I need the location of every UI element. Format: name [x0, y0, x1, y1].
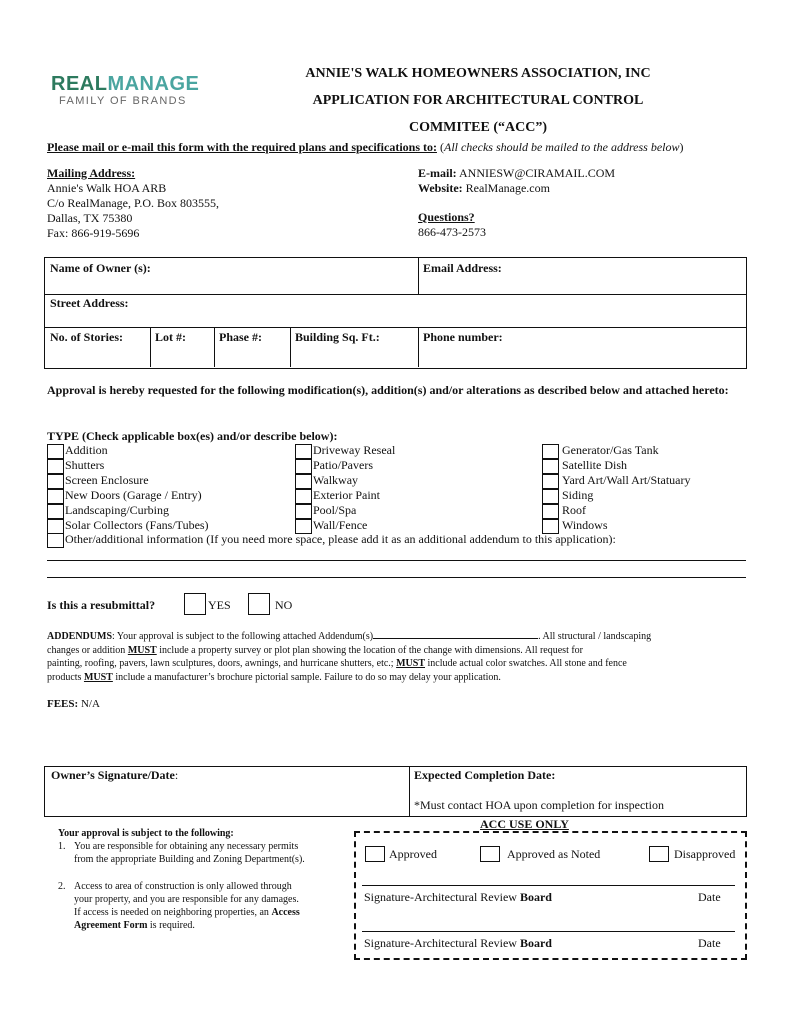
association-title: ANNIE'S WALK HOMEOWNERS ASSOCIATION, INC: [305, 66, 651, 81]
type-option-label: Yard Art/Wall Art/Statuary: [562, 473, 691, 487]
type-checkbox[interactable]: [542, 444, 559, 459]
fees-value: N/A: [80, 698, 100, 710]
addendums-text-part: changes or addition: [47, 644, 128, 656]
addendums-text: [47, 630, 747, 684]
type-option-label: Solar Collectors (Fans/Tubes): [65, 518, 209, 532]
table-divider: [150, 327, 151, 367]
owner-name-field[interactable]: Name of Owner (s):: [50, 261, 151, 275]
date-label-1: Date: [698, 890, 721, 904]
logo-tagline: FAMILY OF BRANDS: [59, 95, 187, 107]
email-label: E-mail:: [418, 166, 457, 180]
fees-label: FEES:: [47, 698, 79, 710]
website-label: Website:: [418, 181, 463, 195]
resubmittal-no-label: NO: [275, 598, 293, 612]
other-info-label: Other/additional information (If you need more space, please add it as an additional addendum to this application):: [65, 532, 616, 546]
type-option-label: Addition: [65, 443, 108, 457]
paren-open: (: [436, 140, 444, 154]
mailing-fax: Fax: 866-919-5696: [47, 226, 140, 240]
board-label: Board: [519, 890, 552, 904]
must-emphasis: MUST: [396, 658, 425, 669]
approved-noted-label: Approved as Noted: [507, 847, 601, 861]
street-address-field[interactable]: Street Address:: [50, 296, 129, 310]
mailing-heading: Mailing Address:: [47, 166, 136, 180]
approved-label: Approved: [389, 847, 437, 861]
resubmittal-yes-label: YES: [208, 598, 231, 612]
type-checkbox[interactable]: [47, 474, 64, 489]
type-checkbox[interactable]: [295, 459, 312, 474]
acc-use-heading: ACC USE ONLY: [480, 817, 569, 831]
questions-block: [418, 210, 486, 240]
type-option-label: Walkway: [313, 473, 359, 487]
item-text: is required.: [147, 920, 195, 931]
owner-signature-field[interactable]: [51, 768, 178, 783]
signature-line[interactable]: [362, 931, 735, 932]
logo-manage: MANAGE: [107, 73, 200, 95]
email-value[interactable]: ANNIESW@CIRAMAIL.COM: [459, 166, 616, 180]
item-text: You are responsible for obtaining any necessary permits: [74, 841, 299, 852]
type-checkbox[interactable]: [47, 519, 64, 534]
type-checkbox[interactable]: [542, 459, 559, 474]
other-info-checkbox[interactable]: [47, 533, 64, 548]
approved-noted-checkbox[interactable]: [480, 846, 500, 862]
disapproved-checkbox[interactable]: [649, 846, 669, 862]
approval-request-text: Approval is hereby requested for the following modification(s), addition(s) and/or alterations as described below and attached hereto:: [47, 383, 729, 397]
mailing-address: [47, 166, 219, 241]
owner-signature-colon: :: [174, 768, 179, 782]
subject-to-heading: Your approval is subject to the following:: [58, 828, 234, 839]
phase-field[interactable]: Phase #:: [219, 330, 262, 344]
type-option-label: Wall/Fence: [313, 518, 368, 532]
table-divider: [214, 327, 215, 367]
resubmittal-yes-checkbox[interactable]: [184, 593, 206, 615]
signature-label: Signature-Architectural Review: [364, 890, 520, 904]
owner-email-field[interactable]: Email Address:: [423, 261, 502, 275]
disapproved-label: Disapproved: [674, 847, 736, 861]
type-checkbox[interactable]: [47, 444, 64, 459]
table-divider: [418, 257, 419, 294]
signature-line[interactable]: [362, 885, 735, 886]
type-option-label: Screen Enclosure: [65, 473, 149, 487]
must-emphasis: MUST: [127, 644, 157, 656]
completion-note: *Must contact HOA upon completion for inspection: [414, 798, 664, 812]
subject-to-list: [58, 840, 305, 932]
description-line[interactable]: [47, 577, 746, 578]
access-bold: Access: [271, 907, 300, 918]
mailing-line: Dallas, TX 75380: [47, 211, 133, 225]
resubmittal-no-checkbox[interactable]: [248, 593, 270, 615]
addendum-blank[interactable]: [373, 638, 538, 639]
table-divider: [290, 327, 291, 367]
instructions: [47, 140, 684, 155]
type-option-label: Landscaping/Curbing: [65, 503, 169, 517]
form-title-2: COMMITEE (“ACC”): [408, 120, 548, 135]
description-line[interactable]: [47, 560, 746, 561]
contact-block: [418, 166, 615, 196]
item-text: from the appropriate Building and Zoning Department(s).: [74, 854, 305, 865]
type-option-label: Exterior Paint: [313, 488, 380, 502]
completion-date-field[interactable]: Expected Completion Date:: [414, 768, 556, 782]
agreement-form-bold: Agreement Form: [74, 920, 148, 931]
type-option-label: Patio/Pavers: [313, 458, 373, 472]
form-title: APPLICATION FOR ARCHITECTURAL CONTROL: [312, 93, 644, 108]
item-number: 2.: [58, 881, 66, 892]
type-checkbox[interactable]: [47, 459, 64, 474]
type-option-label: Satellite Dish: [562, 458, 627, 472]
addendums-text-part: include a property survey or plot plan showing the location of the change with dimensions. All request for: [156, 644, 584, 656]
lot-field[interactable]: Lot #:: [155, 330, 186, 344]
type-checkbox[interactable]: [295, 444, 312, 459]
must-emphasis: MUST: [83, 671, 113, 683]
item-text: If access is needed on neighboring properties, an: [74, 907, 272, 918]
addendums-text-part: : Your approval is subject to the following attached Addendum(s): [112, 631, 374, 642]
item-number: 1.: [58, 841, 66, 852]
resubmittal-question: Is this a resubmittal?: [47, 598, 156, 612]
type-option-label: New Doors (Garage / Entry): [65, 488, 202, 502]
type-checkbox[interactable]: [542, 504, 559, 519]
signature-label: Signature-Architectural Review: [364, 936, 520, 950]
item-text: your property, and you are responsible for any damages.: [74, 894, 299, 905]
table-divider: [418, 327, 419, 367]
owner-signature-label: Owner’s Signature/Date: [51, 768, 175, 782]
type-checkbox[interactable]: [295, 489, 312, 504]
item-text: Access to area of construction is only allowed through: [74, 881, 292, 892]
questions-label: Questions?: [418, 210, 475, 224]
review-board-signature-2: [364, 936, 552, 951]
addendums-text-part: . All structural / landscaping: [538, 631, 652, 642]
type-option-label: Generator/Gas Tank: [562, 443, 659, 457]
paren-close: ): [679, 140, 684, 154]
phone-field[interactable]: Phone number:: [423, 330, 503, 344]
instructions-italic: All checks should be mailed to the address below: [443, 140, 680, 154]
mailing-line: C/o RealManage, P.O. Box 803555,: [47, 196, 219, 210]
type-option-label: Driveway Reseal: [313, 443, 396, 457]
table-divider: [44, 294, 746, 295]
table-divider: [409, 766, 410, 816]
type-option-label: Roof: [562, 503, 586, 517]
type-checkbox[interactable]: [295, 504, 312, 519]
type-heading: TYPE (Check applicable box(es) and/or describe below):: [47, 429, 338, 443]
addendums-text-part: include a manufacturer’s brochure pictorial sample. Failure to do so may delay your application.: [112, 671, 501, 683]
type-option-label: Pool/Spa: [313, 503, 357, 517]
website-value[interactable]: RealManage.com: [465, 181, 550, 195]
review-board-signature-1: [364, 890, 552, 905]
type-option-label: Shutters: [65, 458, 105, 472]
type-checkbox[interactable]: [295, 474, 312, 489]
type-checkbox[interactable]: [542, 474, 559, 489]
addendums-label: ADDENDUMS: [47, 631, 112, 642]
addendums-text-part: painting, roofing, pavers, lawn sculptures, doors, awnings, and hurricane shutters, etc.;: [47, 658, 397, 669]
instructions-bold: Please mail or e-mail this form with the required plans and specifications to:: [47, 140, 437, 154]
logo-real: REAL: [51, 73, 108, 95]
addendums-text-part: include actual color swatches. All stone and fence: [425, 658, 627, 669]
type-option-label: Windows: [562, 518, 608, 532]
addendums-text-part: products: [47, 671, 84, 683]
type-option-label: Siding: [562, 488, 594, 502]
fees-line: [47, 698, 100, 710]
type-checkbox[interactable]: [542, 489, 559, 504]
board-label: Board: [519, 936, 552, 950]
questions-phone: 866-473-2573: [418, 225, 486, 239]
stories-field[interactable]: No. of Stories:: [50, 330, 123, 344]
realmanage-logo: [51, 73, 199, 96]
date-label-2: Date: [698, 936, 721, 950]
type-checkbox[interactable]: [47, 504, 64, 519]
approved-checkbox[interactable]: [365, 846, 385, 862]
type-checkbox[interactable]: [47, 489, 64, 504]
mailing-line: Annie's Walk HOA ARB: [47, 181, 167, 195]
sqft-field[interactable]: Building Sq. Ft.:: [295, 330, 380, 344]
